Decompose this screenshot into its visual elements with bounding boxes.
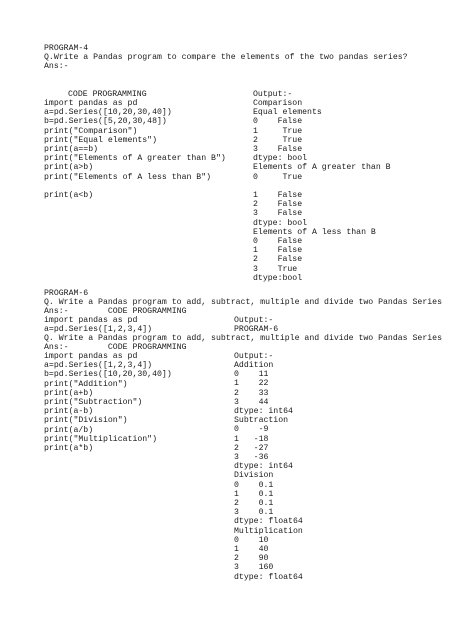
code-line: print(a==b) xyxy=(44,145,99,154)
output-heading: Output:- xyxy=(234,316,274,325)
output-line: 3 False xyxy=(253,209,303,219)
output-line: 1 22 xyxy=(234,379,269,389)
program-heading: PROGRAM-6 xyxy=(44,289,89,298)
output-line: 0 -9 xyxy=(234,425,269,435)
code-line: print("Multiplication") xyxy=(44,434,158,444)
output-line: Subtraction xyxy=(234,416,289,426)
output-line: 2 -27 xyxy=(234,443,269,453)
output-line: 1 False xyxy=(253,191,303,200)
code-line: a=pd.Series([1,2,3,4]) xyxy=(44,325,153,335)
code-line: print("Subtraction") xyxy=(44,398,143,407)
output-line: 3 160 xyxy=(234,563,274,573)
code-line: a=pd.Series([10,20,30,40]) xyxy=(44,108,172,118)
output-line: Elements of A greater than B xyxy=(253,163,391,173)
output-line: 3 44 xyxy=(234,397,269,407)
code-line: print("Elements of A greater than B") xyxy=(44,154,226,164)
code-line: print("Addition") xyxy=(44,379,128,389)
output-line: Division xyxy=(234,471,274,481)
question-text: Q. Write a Pandas program to add, subtract, multiple and divide two Pandas Series xyxy=(44,334,442,343)
code-line: import pandas as pd xyxy=(44,316,138,325)
output-line: dtype: float64 xyxy=(234,517,303,527)
output-line: Addition xyxy=(234,361,274,370)
output-line: 3 -36 xyxy=(234,453,269,462)
output-line: 1 0.1 xyxy=(234,489,274,499)
code-line: print("Division") xyxy=(44,416,128,426)
output-line: 0 False xyxy=(253,117,303,127)
output-line: 1 -18 xyxy=(234,434,269,444)
output-line: dtype: bool xyxy=(253,154,308,164)
code-heading: CODE PROGRAMMING xyxy=(68,90,147,99)
output-line: 0 False xyxy=(253,237,303,246)
output-line: Comparison xyxy=(253,99,303,108)
output-line: 0 10 xyxy=(234,535,269,545)
code-line: print(a>b) xyxy=(44,163,94,173)
code-line: print("Comparison") xyxy=(44,126,138,136)
program-heading: PROGRAM-6 xyxy=(234,325,279,334)
code-line: print(a+b) xyxy=(44,388,94,398)
answer-label: Ans:- CODE PROGRAMMING xyxy=(44,307,187,316)
output-line: 2 90 xyxy=(234,554,269,564)
code-line: b=pd.Series([5,20,30,48]) xyxy=(44,117,167,127)
output-line: 3 0.1 xyxy=(234,508,274,518)
code-line: print("Equal elements") xyxy=(44,135,158,145)
code-line: b=pd.Series([10,20,30,40]) xyxy=(44,370,172,380)
code-line: a=pd.Series([1,2,3,4]) xyxy=(44,361,153,371)
code-line: import pandas as pd xyxy=(44,99,138,108)
output-line: Multiplication xyxy=(234,526,303,536)
output-line: 2 False xyxy=(253,200,303,210)
output-line: 1 40 xyxy=(234,545,269,554)
question-text: Q.Write a Pandas program to compare the elements of the two pandas series? xyxy=(44,53,408,62)
output-line: dtype: int64 xyxy=(234,407,293,416)
output-line: 2 False xyxy=(253,255,303,265)
output-line: 2 0.1 xyxy=(234,499,274,508)
output-line: dtype: int64 xyxy=(234,462,293,472)
program-heading: PROGRAM-4 xyxy=(44,44,89,53)
output-heading: Output:- xyxy=(253,90,293,99)
answer-label: Ans:- CODE PROGRAMMING xyxy=(44,343,187,352)
code-line: print(a*b) xyxy=(44,444,94,453)
output-line: 2 True xyxy=(253,135,303,145)
output-line: 1 True xyxy=(253,126,303,136)
output-line: dtype:bool xyxy=(253,273,303,283)
output-heading: Output:- xyxy=(234,352,274,361)
code-line: print(a<b) xyxy=(44,191,94,200)
output-line: Equal elements xyxy=(253,108,322,118)
output-line: 0 True xyxy=(253,172,303,182)
output-line: 3 True xyxy=(253,264,298,274)
output-line: Elements of A less than B xyxy=(253,227,376,237)
code-line: import pandas as pd xyxy=(44,352,138,361)
output-line: 1 False xyxy=(253,246,303,256)
code-line: print("Elements of A less than B") xyxy=(44,172,212,182)
output-line: 0 11 xyxy=(234,370,269,380)
output-line: 3 False xyxy=(253,145,303,154)
output-line: 2 33 xyxy=(234,388,269,398)
question-text: Q. Write a Pandas program to add, subtract, multiple and divide two Pandas Series xyxy=(44,298,442,307)
output-line: dtype: float64 xyxy=(234,572,303,582)
answer-label: Ans:- xyxy=(44,62,69,71)
code-line: print(a/b) xyxy=(44,425,94,435)
output-line: 0 0.1 xyxy=(234,480,274,490)
output-line: dtype: bool xyxy=(253,218,308,228)
code-line: print(a-b) xyxy=(44,407,94,417)
